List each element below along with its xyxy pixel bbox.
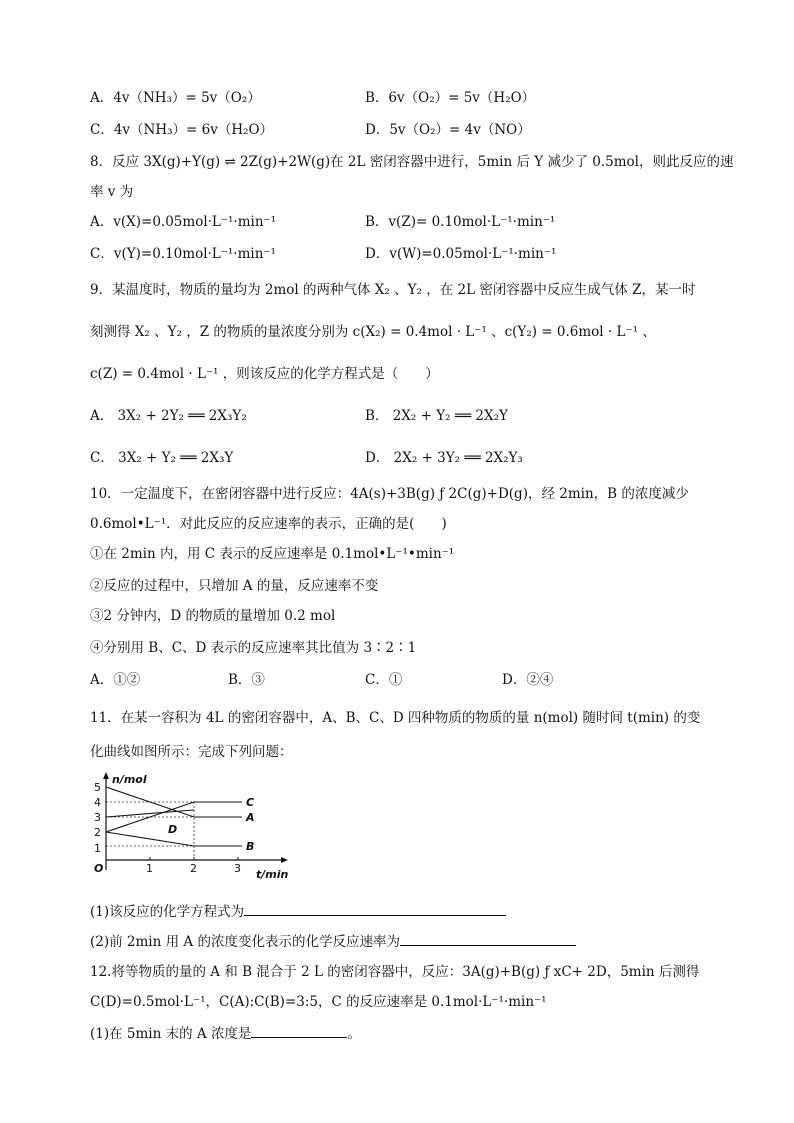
x-axis-arrow	[281, 857, 288, 863]
q10-stem-line2: 0.6mol•L⁻¹．对此反应的反应速率的表示，正确的是( )	[90, 516, 447, 532]
series-C-label: C	[246, 796, 255, 809]
q11-part-1-text: (1)该反应的化学方程式为	[90, 904, 245, 920]
q9-stem-line1: 9．某温度时，物质的量均为 2mol 的两种气体 X₂ 、Y₂ ，在 2L 密闭容器中反应生成气体 Z，某一时	[90, 282, 696, 298]
q7-option-d: D．5v（O₂）= 4v（NO）	[365, 122, 531, 138]
q8-option-d: D．v(W)=0.05mol·L⁻¹·min⁻¹	[365, 246, 557, 262]
q8-stem-line1: 8．反应 3X(g)+Y(g) ⇌ 2Z(g)+2W(g)在 2L 密闭容器中进行，5min 后 Y 减少了 0.5mol，则此反应的速	[90, 154, 734, 170]
q9-option-b: B． 2X₂ + Y₂ ══ 2X₂Y	[365, 408, 508, 424]
q11-answer-blank-2[interactable]	[400, 933, 576, 946]
q12-answer-blank-1[interactable]	[251, 1025, 347, 1038]
q11-part-2	[90, 930, 576, 950]
x-axis-label: t/min	[256, 868, 289, 881]
q7-option-b: B．6v（O₂）= 5v（H₂O）	[365, 90, 536, 106]
x-tick-3: 3	[234, 862, 241, 875]
q9-stem-line2: 刻测得 X₂ 、Y₂ ，Z 的物质的量浓度分别为 c(X₂) = 0.4mol · L⁻¹ 、c(Y₂) = 0.6mol · L⁻¹ 、	[90, 324, 656, 340]
q10-statement-4: ④分别用 B、C、D 表示的反应速率其比值为 3∶2∶1	[90, 640, 417, 656]
q10-option-c: C．①	[365, 672, 403, 688]
q11-stem-line2: 化曲线如图所示：完成下列问题：	[90, 744, 293, 760]
y-tick-3: 3	[94, 811, 101, 824]
y-axis-label: n/mol	[112, 773, 147, 786]
y-axis-arrow	[103, 772, 109, 779]
q11-part-2-text: (2)前 2min 用 A 的浓度变化表示的化学反应速率为	[90, 934, 400, 950]
y-tick-4: 4	[94, 796, 101, 809]
q12-part-1	[90, 1022, 361, 1042]
y-tick-5: 5	[94, 781, 101, 794]
q7-option-c: C．4v（NH₃）= 6v（H₂O）	[90, 122, 274, 138]
q9-stem-line3: c(Z) = 0.4mol · L⁻¹ ，则该反应的化学方程式是（ ）	[90, 366, 439, 382]
q9-option-d: D． 2X₂ + 3Y₂ ══ 2X₂Y₃	[365, 450, 523, 466]
series-D-label: D	[168, 823, 178, 836]
q10-statement-1: ①在 2min 内，用 C 表示的反应速率是 0.1mol•L⁻¹•min⁻¹	[90, 546, 455, 562]
q10-option-a: A．①②	[90, 672, 141, 688]
q8-option-b: B．v(Z)= 0.10mol·L⁻¹·min⁻¹	[365, 214, 556, 230]
q12-part-1-end: 。	[347, 1026, 361, 1042]
y-tick-2: 2	[94, 826, 101, 839]
q7-option-a: A．4v（NH₃）= 5v（O₂）	[90, 90, 261, 106]
q10-stem-line1: 10．一定温度下，在密闭容器中进行反应：4A(s)+3B(g) ƒ 2C(g)+D(g)，经 2min，B 的浓度减少	[90, 486, 689, 502]
q8-stem-line2: 率 v 为	[90, 184, 134, 200]
q9-option-c: C． 3X₂ + Y₂ ══ 2X₃Y	[90, 450, 234, 466]
series-B-label: B	[246, 840, 255, 853]
q8-option-a: A．v(X)=0.05mol·L⁻¹·min⁻¹	[90, 214, 277, 230]
q11-stem-line1: 11．在某一容积为 4L 的密闭容器中，A、B、C、D 四种物质的物质的量 n(mol) 随时间 t(min) 的变	[90, 710, 701, 726]
origin-label: O	[94, 862, 104, 875]
series-A-label: A	[246, 811, 255, 824]
q8-option-c: C．v(Y)=0.10mol·L⁻¹·min⁻¹	[90, 246, 276, 262]
q10-option-d: D．②④	[502, 672, 554, 688]
x-tick-1: 1	[146, 862, 153, 875]
q12-stem-line1: 12.将等物质的量的 A 和 B 混合于 2 L 的密闭容器中，反应：3A(g)+B(g) ƒ xC+ 2D，5min 后测得	[90, 964, 700, 980]
q11-part-1	[90, 900, 506, 920]
q9-option-a: A． 3X₂ + 2Y₂ ══ 2X₃Y₂	[90, 408, 247, 424]
q11-graph	[86, 770, 296, 882]
q11-answer-blank-1[interactable]	[244, 903, 506, 916]
q10-statement-2: ②反应的过程中，只增加 A 的量，反应速率不变	[90, 578, 379, 594]
q10-option-b: B．③	[228, 672, 265, 688]
x-tick-2: 2	[190, 862, 197, 875]
q12-part-1-text: (1)在 5min 末的 A 浓度是	[90, 1026, 252, 1042]
y-tick-1: 1	[94, 842, 101, 855]
q10-statement-3: ③2 分钟内，D 的物质的量增加 0.2 mol	[90, 608, 336, 624]
q12-stem-line2: C(D)=0.5mol·L⁻¹，C(A):C(B)=3:5，C 的反应速率是 0.1mol·L⁻¹·min⁻¹	[90, 994, 547, 1010]
series-D-line	[106, 810, 194, 817]
